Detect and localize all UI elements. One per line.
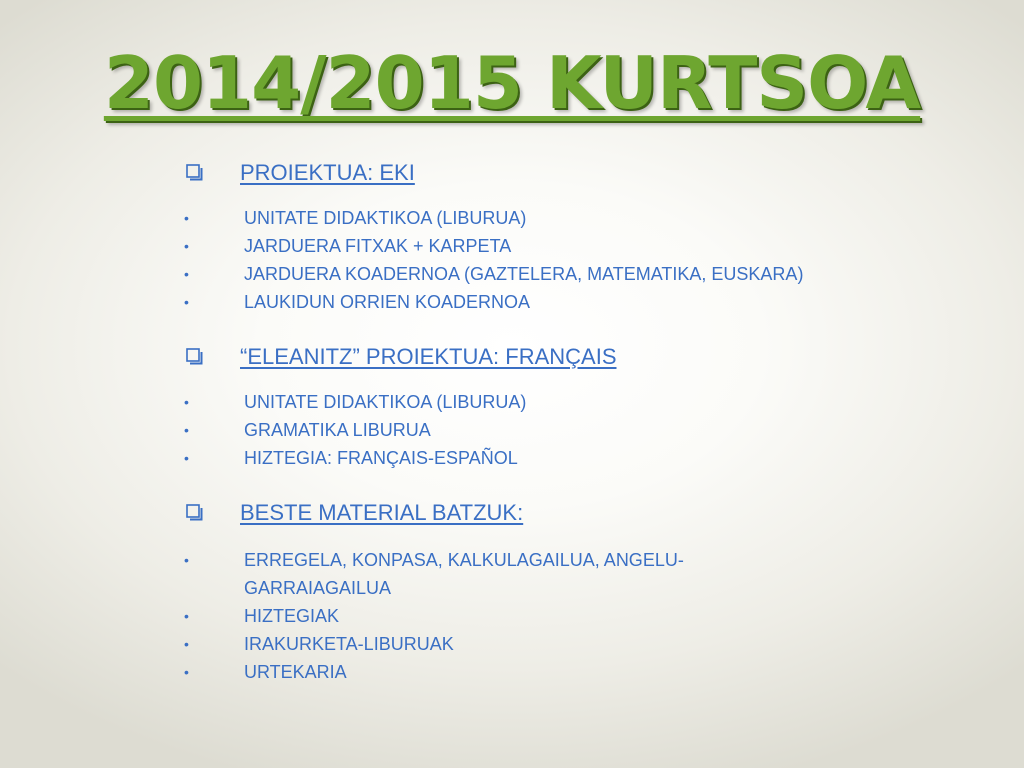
bullet: • — [184, 210, 189, 226]
item-list — [182, 388, 982, 472]
section-heading: “ELEANITZ” PROIEKTUA: FRANÇAIS — [240, 344, 617, 369]
bullet: • — [184, 608, 189, 624]
list-item: • HIZTEGIAK — [182, 602, 982, 630]
list-item: • IRAKURKETA-LIBURUAK — [182, 630, 982, 658]
bullet: • — [184, 664, 189, 680]
list-item: • JARDUERA FITXAK + KARPETA — [182, 232, 982, 260]
section-heading: PROIEKTUA: EKI — [240, 160, 415, 185]
section-eki — [182, 156, 982, 316]
list-item: • LAUKIDUN ORRIEN KOADERNOA — [182, 288, 982, 316]
list-item: • JARDUERA KOADERNOA (GAZTELERA, MATEMATIKA, EUSKARA) — [182, 260, 982, 288]
content-area — [182, 156, 982, 686]
list-item: • UNITATE DIDAKTIKOA (LIBURUA) — [182, 204, 982, 232]
bullet: • — [184, 636, 189, 652]
section-eleanitz — [182, 340, 982, 472]
checkbox-square-icon — [182, 504, 240, 522]
bullet: • — [184, 394, 189, 410]
section-beste-material — [182, 496, 982, 686]
list-item: • UNITATE DIDAKTIKOA (LIBURUA) — [182, 388, 982, 416]
checkbox-square-icon — [182, 164, 240, 182]
bullet: • — [184, 422, 189, 438]
list-item: • GRAMATIKA LIBURUA — [182, 416, 982, 444]
bullet: • — [184, 552, 189, 568]
section-heading-row — [182, 156, 982, 190]
page-title: 2014/2015 KURTSOA — [103, 41, 921, 125]
bullet: • — [184, 266, 189, 282]
section-heading-row — [182, 340, 982, 374]
list-item: • HIZTEGIA: FRANÇAIS-ESPAÑOL — [182, 444, 982, 472]
checkbox-square-icon — [182, 348, 240, 366]
section-heading-row — [182, 496, 982, 530]
item-list — [182, 204, 982, 316]
bullet: • — [184, 450, 189, 466]
section-heading: BESTE MATERIAL BATZUK: — [240, 500, 524, 525]
item-list — [182, 546, 982, 686]
bullet: • — [184, 238, 189, 254]
list-item: • ERREGELA, KONPASA, KALKULAGAILUA, ANGELU-GARRAIAGAILUA — [182, 546, 982, 602]
bullet: • — [184, 294, 189, 310]
list-item: • URTEKARIA — [182, 658, 982, 686]
